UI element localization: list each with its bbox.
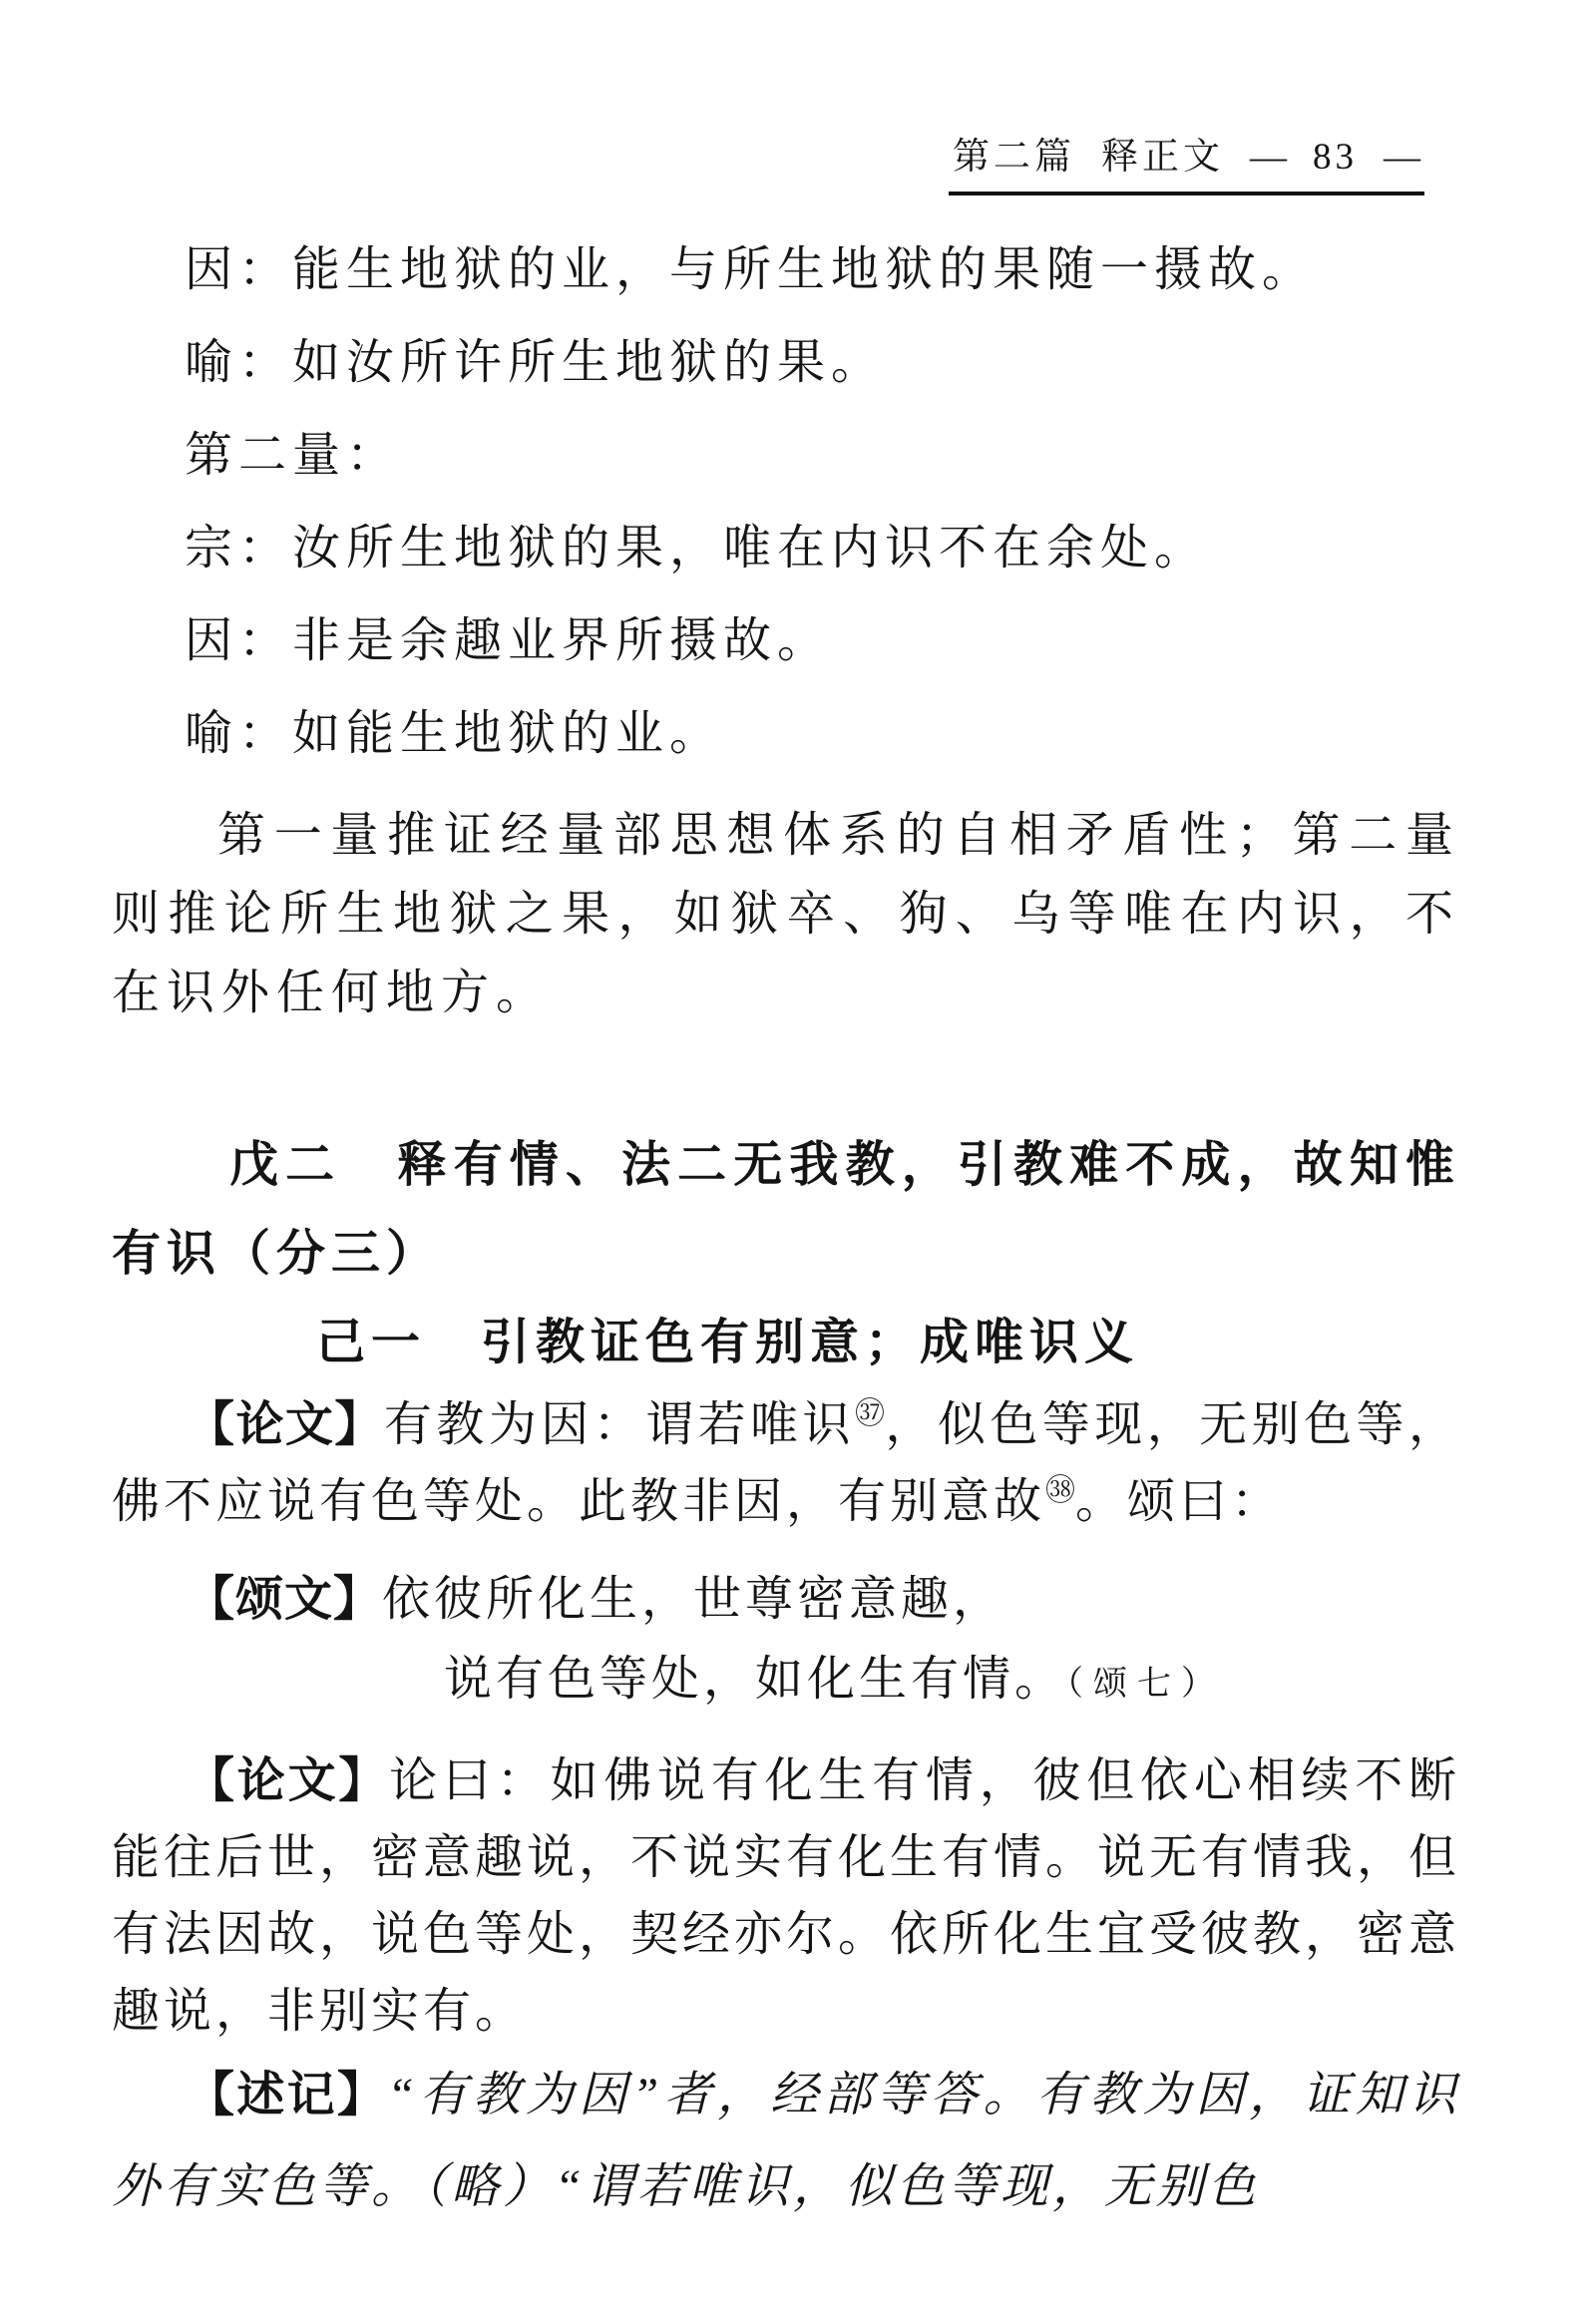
page-number: 83 bbox=[1313, 137, 1358, 178]
chapter-section-label: 第二篇 bbox=[953, 137, 1075, 178]
syllogism-line: 因：能生地狱的业，与所生地狱的果随一摄故。 bbox=[185, 243, 1317, 296]
page-body bbox=[112, 239, 1460, 2233]
syllogism-line: 第二量： bbox=[185, 429, 401, 482]
label-shuji: 【述记】 bbox=[187, 2069, 388, 2121]
label-songwen: 【颂文】 bbox=[187, 1573, 383, 1626]
lunwen1-text: ，似色等现，无别色等，佛不应说有色等处。此教非因，有别意故 bbox=[112, 1398, 1460, 1528]
shuji-paragraph bbox=[112, 2050, 1460, 2233]
page-number-dash-right: — bbox=[1384, 137, 1420, 178]
chapter-title: 释正文 bbox=[1101, 137, 1224, 178]
lunwen1-text: 。颂曰： bbox=[1075, 1475, 1284, 1528]
label-lunwen: 【论文】 bbox=[187, 1398, 384, 1451]
section-heading-wu2: 戊二 释有情、法二无我教，引教难不成，故知惟有识（分三） bbox=[112, 1138, 1460, 1281]
verse-text: 说有色等处，如化生有情。 bbox=[444, 1653, 1067, 1706]
syllogism-line: 因：非是余趣业界所摄故。 bbox=[185, 614, 832, 667]
verse-text: 依彼所化生，世尊密意趣， bbox=[382, 1573, 1005, 1626]
verse-line-2 bbox=[112, 1638, 1460, 1726]
verse-number-note: （颂七） bbox=[1066, 1666, 1226, 1703]
section-heading-ji1: 己一 引教证色有别意；成唯识义 bbox=[316, 1316, 1140, 1369]
lunwen-paragraph-2 bbox=[112, 1742, 1460, 2050]
syllogism-line: 喻：如能生地狱的业。 bbox=[185, 707, 724, 760]
verse-block bbox=[112, 1561, 1460, 1726]
summary-paragraph: 第一量推证经量部思想体系的自相矛盾性；第二量则推论所生地狱之果，如狱卒、狗、乌等唯在内识，不在识外任何地方。 bbox=[112, 809, 1460, 1019]
page-number-dash-left: — bbox=[1250, 137, 1287, 178]
page-header bbox=[949, 126, 1424, 195]
lunwen-paragraph-1 bbox=[112, 1386, 1460, 1540]
footnote-ref-38: ㊳ bbox=[1045, 1474, 1076, 1507]
lunwen2-text: 论曰：如佛说有化生有情，彼但依心相续不断能往后世，密意趣说，不说实有化生有情。说无有情我，但有法因故，说色等处，契经亦尔。依所化生宜受彼教，密意趣说，非别实有。 bbox=[112, 1754, 1461, 2038]
lunwen1-text: 有教为因：谓若唯识 bbox=[383, 1398, 855, 1451]
syllogism-line: 喻：如汝所许所生地狱的果。 bbox=[185, 336, 886, 389]
label-lunwen: 【论文】 bbox=[187, 1754, 390, 1807]
shuji-text: “有教为因”者，经部等答。有教为因，证知识外有实色等。（略）“谓若唯识，似色等现，无别色 bbox=[112, 2069, 1460, 2213]
syllogism-line: 宗：汝所生地狱的果，唯在内识不在余处。 bbox=[185, 522, 1209, 575]
verse-line-1 bbox=[112, 1561, 1460, 1638]
footnote-ref-37: ㊲ bbox=[854, 1397, 886, 1430]
